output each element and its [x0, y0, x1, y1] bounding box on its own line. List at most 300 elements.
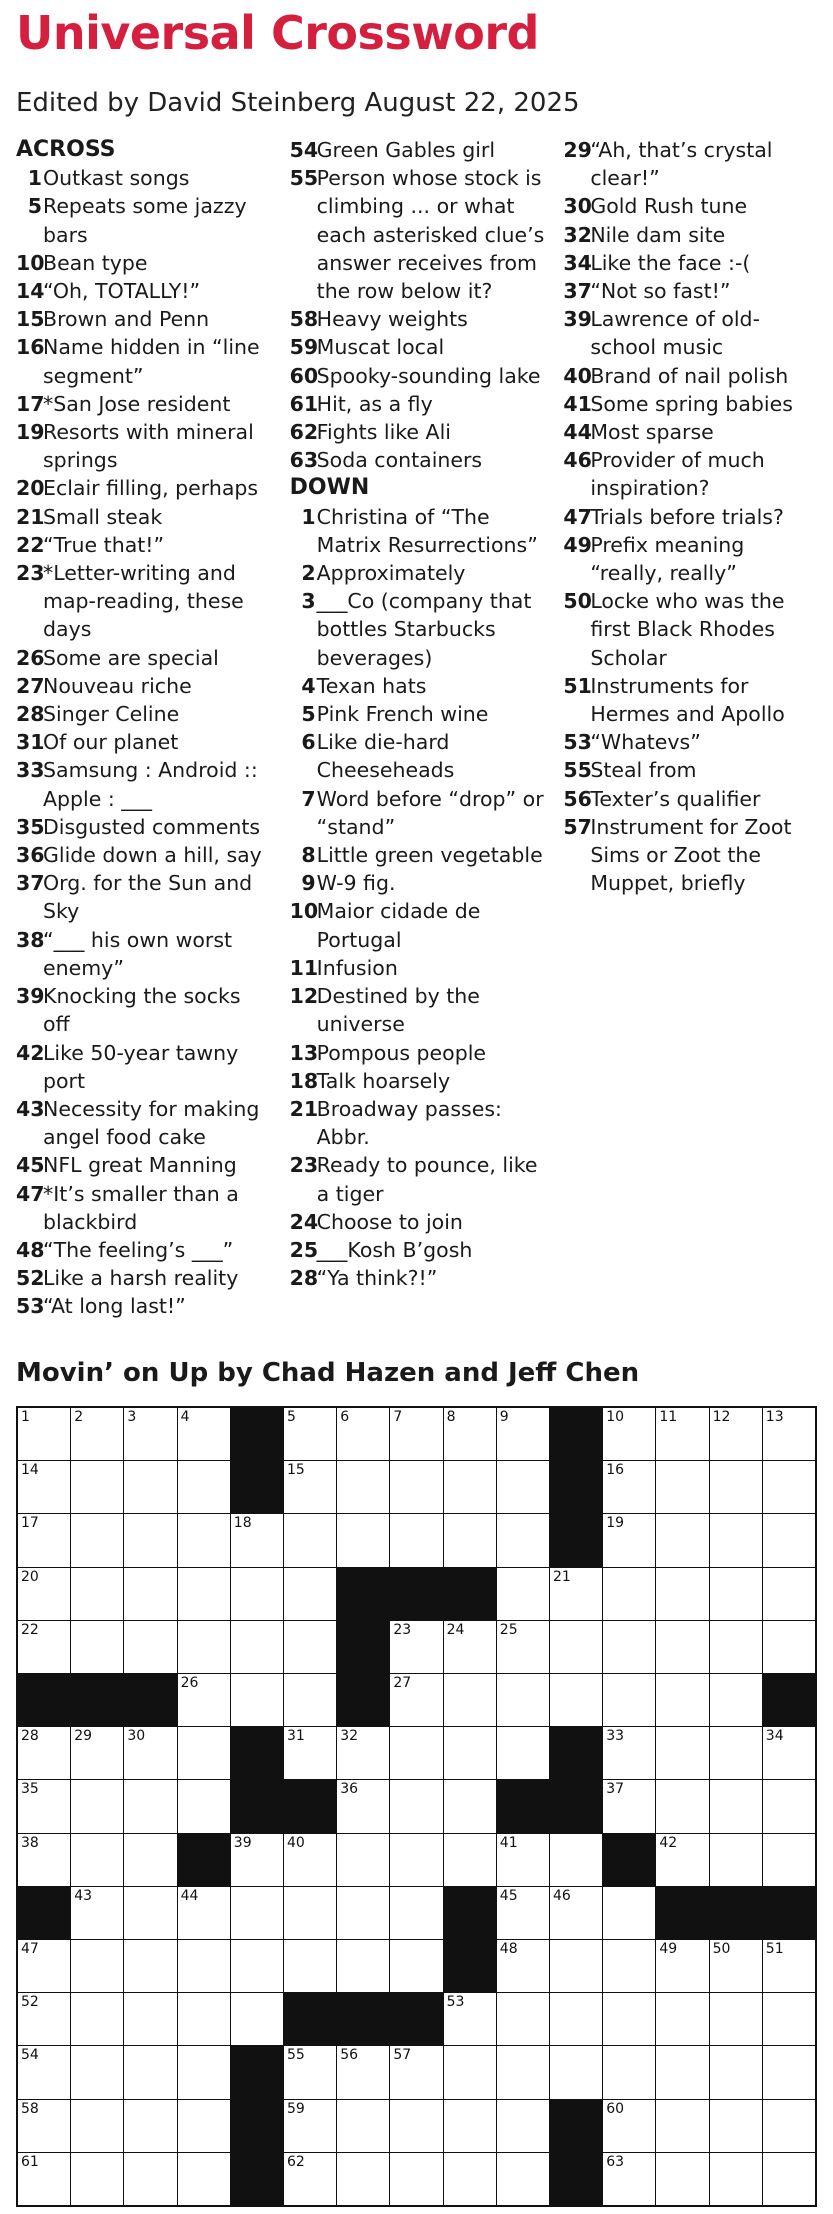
grid-cell[interactable] [390, 2046, 442, 2098]
grid-cell[interactable] [284, 1408, 336, 1460]
grid-cell[interactable] [231, 1887, 283, 1939]
grid-cell[interactable] [124, 1514, 176, 1566]
cell-number: 62 [287, 2153, 305, 2170]
grid-block [284, 1993, 336, 2045]
grid-cell[interactable] [497, 1674, 549, 1726]
cell-number: 4 [180, 1409, 190, 1425]
grid-cell[interactable] [337, 1514, 389, 1566]
grid-cell[interactable] [656, 1408, 708, 1460]
grid-block [231, 2153, 283, 2205]
grid-cell[interactable] [178, 1408, 230, 1460]
grid-cell[interactable] [178, 1780, 230, 1832]
clue-number: 10 [289, 899, 319, 924]
grid-cell[interactable] [124, 1727, 176, 1779]
across-clue [16, 1292, 274, 1320]
grid-cell[interactable] [390, 1514, 442, 1566]
clue-text: *San Jose resident [43, 391, 231, 416]
grid-cell[interactable] [710, 1940, 762, 1992]
down-clue [290, 841, 548, 869]
across-clue [16, 192, 274, 248]
across-clue [16, 559, 274, 644]
page-title: Universal Crossword [16, 6, 539, 60]
grid-cell[interactable] [710, 2153, 762, 2205]
clue-number: 37 [16, 871, 45, 896]
down-clue [290, 1208, 548, 1236]
grid-cell[interactable] [763, 1568, 815, 1620]
grid-cell[interactable] [284, 1834, 336, 1886]
clue-text: Instruments for Hermes and Apollo [590, 673, 785, 727]
grid-cell[interactable] [178, 1568, 230, 1620]
clue-number: 36 [16, 843, 45, 868]
grid-block [18, 1674, 70, 1726]
grid-cell[interactable] [656, 2046, 708, 2098]
grid-block [390, 1993, 442, 2045]
grid-cell[interactable] [497, 1408, 549, 1460]
clue-text: Green Gables girl [316, 138, 496, 162]
grid-cell[interactable] [337, 1834, 389, 1886]
grid-cell[interactable] [124, 1461, 176, 1513]
grid-cell[interactable] [656, 1568, 708, 1620]
grid-cell[interactable] [178, 1461, 230, 1513]
grid-cell[interactable] [763, 1940, 815, 1992]
grid-cell[interactable] [71, 1568, 123, 1620]
grid-cell[interactable] [337, 2046, 389, 2098]
grid-cell[interactable] [603, 1940, 655, 1992]
across-clue [16, 418, 274, 474]
clue-number: 50 [563, 589, 592, 614]
grid-cell[interactable] [444, 1461, 496, 1513]
clue-text: Prefix meaning “really, really” [590, 532, 745, 586]
across-clue [16, 700, 274, 728]
across-clue [16, 841, 274, 869]
grid-cell[interactable] [390, 2100, 442, 2152]
clue-number: 16 [16, 335, 45, 360]
grid-cell[interactable] [284, 1621, 336, 1673]
grid-cell[interactable] [124, 1408, 176, 1460]
clue-text: Of our planet [43, 730, 179, 755]
across-clue [16, 531, 274, 559]
grid-cell[interactable] [710, 1780, 762, 1832]
grid-cell[interactable] [550, 1834, 602, 1886]
cell-number: 6 [340, 1409, 350, 1425]
grid-cell[interactable] [710, 1514, 762, 1566]
grid-cell[interactable] [231, 1834, 283, 1886]
grid-cell[interactable] [603, 1514, 655, 1566]
down-clue [290, 1067, 548, 1095]
grid-cell[interactable] [497, 1514, 549, 1566]
grid-cell[interactable] [71, 2100, 123, 2152]
grid-cell[interactable] [284, 1461, 336, 1513]
grid-cell[interactable] [656, 1621, 708, 1673]
clue-number: 14 [16, 279, 45, 304]
grid-cell[interactable] [390, 1780, 442, 1832]
grid-cell[interactable] [656, 2153, 708, 2205]
grid-cell[interactable] [444, 1674, 496, 1726]
clue-text: “Oh, TOTALLY!” [43, 279, 201, 304]
grid-cell[interactable] [71, 1993, 123, 2045]
grid-cell[interactable] [710, 1674, 762, 1726]
grid-cell[interactable] [497, 1461, 549, 1513]
across-clue [16, 503, 274, 531]
clue-number: 18 [289, 1068, 319, 1093]
grid-cell[interactable] [337, 1727, 389, 1779]
grid-cell[interactable] [603, 2153, 655, 2205]
grid-cell[interactable] [497, 2046, 549, 2098]
grid-cell[interactable] [390, 1674, 442, 1726]
grid-cell[interactable] [550, 1674, 602, 1726]
grid-cell[interactable] [18, 2100, 70, 2152]
clue-text: Heavy weights [316, 307, 468, 332]
grid-cell[interactable] [603, 2100, 655, 2152]
clue-number: 28 [289, 1266, 319, 1291]
grid-cell[interactable] [231, 1674, 283, 1726]
grid-cell[interactable] [390, 1834, 442, 1886]
grid-cell[interactable] [603, 1887, 655, 1939]
clue-text: Lawrence of old-school music [590, 307, 760, 360]
clue-number: 25 [289, 1237, 319, 1262]
grid-cell[interactable] [124, 2100, 176, 2152]
clue-text: Necessity for making angel food cake [43, 1096, 260, 1150]
grid-cell[interactable] [231, 1514, 283, 1566]
grid-cell[interactable] [656, 1461, 708, 1513]
grid-cell[interactable] [337, 1887, 389, 1939]
grid-cell[interactable] [284, 1568, 336, 1620]
grid-cell[interactable] [444, 1727, 496, 1779]
grid-cell[interactable] [603, 1674, 655, 1726]
cell-number: 58 [21, 2100, 39, 2117]
clue-text: Pompous people [316, 1040, 487, 1065]
cell-number: 32 [340, 1728, 359, 1745]
grid-cell[interactable] [231, 1568, 283, 1620]
grid-cell[interactable] [497, 2100, 549, 2152]
clue-number: 30 [563, 194, 592, 219]
grid-cell[interactable] [390, 1887, 442, 1939]
clue-number: 62 [289, 420, 319, 445]
grid-cell[interactable] [284, 1887, 336, 1939]
grid-cell[interactable] [18, 1780, 70, 1832]
grid-cell[interactable] [124, 2153, 176, 2205]
crossword-grid [16, 1406, 817, 2207]
grid-cell[interactable] [124, 1993, 176, 2045]
grid-cell[interactable] [656, 1674, 708, 1726]
cell-number: 56 [340, 2047, 359, 2064]
grid-cell[interactable] [710, 2100, 762, 2152]
grid-cell[interactable] [337, 2153, 389, 2205]
clue-text: Org. for the Sun and Sky [43, 871, 253, 924]
grid-cell[interactable] [710, 1727, 762, 1779]
grid-block [18, 1887, 70, 1939]
grid-cell[interactable] [71, 1514, 123, 1566]
clue-text: Talk hoarsely [316, 1068, 451, 1093]
down-clue [563, 785, 821, 813]
across-clue [16, 1039, 274, 1095]
down-clue [290, 672, 548, 700]
grid-cell[interactable] [444, 1780, 496, 1832]
grid-block [231, 1461, 283, 1513]
grid-cell[interactable] [178, 1514, 230, 1566]
grid-cell[interactable] [710, 1621, 762, 1673]
grid-cell[interactable] [710, 1993, 762, 2045]
grid-cell[interactable] [763, 2100, 815, 2152]
grid-cell[interactable] [710, 1408, 762, 1460]
grid-cell[interactable] [763, 1621, 815, 1673]
clue-number: 58 [289, 307, 319, 332]
grid-cell[interactable] [390, 1461, 442, 1513]
cell-number: 29 [74, 1728, 93, 1745]
grid-cell[interactable] [603, 1727, 655, 1779]
grid-cell[interactable] [763, 1780, 815, 1832]
cell-number: 55 [287, 2047, 305, 2064]
grid-cell[interactable] [71, 1621, 123, 1673]
grid-cell[interactable] [656, 1780, 708, 1832]
grid-cell[interactable] [337, 1461, 389, 1513]
grid-cell[interactable] [390, 1621, 442, 1673]
grid-cell[interactable] [497, 1887, 549, 1939]
grid-cell[interactable] [124, 1780, 176, 1832]
grid-cell[interactable] [444, 2100, 496, 2152]
grid-cell[interactable] [763, 1993, 815, 2045]
grid-block [550, 1408, 602, 1460]
grid-cell[interactable] [178, 2153, 230, 2205]
grid-cell[interactable] [710, 1834, 762, 1886]
grid-cell[interactable] [497, 2153, 549, 2205]
grid-cell[interactable] [550, 1993, 602, 2045]
down-clue [290, 1236, 548, 1264]
grid-cell[interactable] [18, 1834, 70, 1886]
grid-cell[interactable] [763, 1514, 815, 1566]
down-clue [563, 277, 821, 305]
grid-cell[interactable] [18, 2153, 70, 2205]
grid-cell[interactable] [603, 2046, 655, 2098]
grid-cell[interactable] [763, 1461, 815, 1513]
grid-cell[interactable] [284, 1674, 336, 1726]
grid-cell[interactable] [390, 1408, 442, 1460]
grid-cell[interactable] [284, 1514, 336, 1566]
grid-cell[interactable] [444, 1514, 496, 1566]
grid-cell[interactable] [444, 1408, 496, 1460]
grid-cell[interactable] [18, 1514, 70, 1566]
grid-cell[interactable] [18, 1940, 70, 1992]
grid-cell[interactable] [178, 1621, 230, 1673]
grid-cell[interactable] [124, 1834, 176, 1886]
grid-cell[interactable] [71, 1940, 123, 1992]
grid-cell[interactable] [18, 2046, 70, 2098]
grid-cell[interactable] [337, 1940, 389, 1992]
grid-cell[interactable] [337, 1408, 389, 1460]
grid-cell[interactable] [337, 1780, 389, 1832]
grid-block [656, 1887, 708, 1939]
clue-number: 32 [563, 222, 592, 247]
grid-cell[interactable] [550, 1887, 602, 1939]
grid-cell[interactable] [124, 1568, 176, 1620]
cell-number: 1 [21, 1409, 30, 1425]
grid-cell[interactable] [124, 2046, 176, 2098]
cell-number: 13 [765, 1409, 784, 1425]
grid-cell[interactable] [284, 2046, 336, 2098]
cell-number: 63 [606, 2153, 625, 2170]
grid-cell[interactable] [444, 1621, 496, 1673]
grid-cell[interactable] [18, 1461, 70, 1513]
grid-cell[interactable] [763, 1834, 815, 1886]
grid-cell[interactable] [763, 1727, 815, 1779]
grid-cell[interactable] [71, 1727, 123, 1779]
clue-text: Choose to join [316, 1209, 463, 1234]
grid-cell[interactable] [18, 1408, 70, 1460]
grid-cell[interactable] [497, 1568, 549, 1620]
grid-cell[interactable] [497, 1727, 549, 1779]
grid-cell[interactable] [178, 1993, 230, 2045]
grid-cell[interactable] [178, 1940, 230, 1992]
down-clue [563, 249, 821, 277]
clue-number: 52 [16, 1266, 45, 1291]
grid-cell[interactable] [656, 1993, 708, 2045]
grid-cell[interactable] [124, 1940, 176, 1992]
grid-cell[interactable] [124, 1621, 176, 1673]
across-clue [16, 1236, 274, 1264]
grid-cell[interactable] [18, 1727, 70, 1779]
grid-cell[interactable] [71, 2046, 123, 2098]
clue-text: Like 50-year tawny port [43, 1040, 239, 1093]
clue-text: Christina of “The Matrix Resurrections” [316, 504, 538, 557]
cell-number: 40 [287, 1834, 305, 1851]
grid-cell[interactable] [18, 1993, 70, 2045]
down-clue [290, 587, 548, 672]
grid-cell[interactable] [284, 2100, 336, 2152]
grid-cell[interactable] [656, 1514, 708, 1566]
clue-text: Singer Celine [43, 702, 180, 727]
grid-cell[interactable] [178, 2100, 230, 2152]
grid-cell[interactable] [284, 2153, 336, 2205]
grid-cell[interactable] [656, 1834, 708, 1886]
grid-cell[interactable] [337, 2100, 389, 2152]
clue-text: Infusion [316, 955, 398, 980]
grid-cell[interactable] [390, 1940, 442, 1992]
grid-cell[interactable] [550, 1940, 602, 1992]
grid-cell[interactable] [763, 1408, 815, 1460]
grid-cell[interactable] [71, 1461, 123, 1513]
clue-text: ___Kosh B’gosh [316, 1237, 473, 1262]
cell-number: 35 [21, 1781, 39, 1798]
grid-cell[interactable] [763, 2046, 815, 2098]
grid-cell[interactable] [550, 1621, 602, 1673]
clue-number: 42 [16, 1040, 45, 1065]
grid-cell[interactable] [231, 1993, 283, 2045]
grid-cell[interactable] [178, 1887, 230, 1939]
clue-text: Like a harsh reality [43, 1266, 239, 1291]
grid-cell[interactable] [497, 1940, 549, 1992]
grid-cell[interactable] [390, 1727, 442, 1779]
down-clue [563, 756, 821, 784]
grid-cell[interactable] [71, 2153, 123, 2205]
clue-text: Approximately [316, 561, 466, 586]
grid-cell[interactable] [710, 1568, 762, 1620]
clue-number: 11 [289, 955, 319, 980]
grid-cell[interactable] [497, 1993, 549, 2045]
clue-number: 55 [289, 166, 319, 191]
grid-cell[interactable] [603, 1621, 655, 1673]
grid-cell[interactable] [763, 2153, 815, 2205]
down-clue [290, 503, 548, 559]
cell-number: 50 [712, 1941, 731, 1957]
grid-cell[interactable] [284, 1940, 336, 1992]
grid-cell[interactable] [710, 1461, 762, 1513]
grid-cell[interactable] [390, 2153, 442, 2205]
cell-number: 38 [21, 1834, 39, 1851]
grid-cell[interactable] [656, 1727, 708, 1779]
cell-number: 23 [393, 1621, 412, 1638]
clue-number: 8 [301, 843, 316, 868]
grid-cell[interactable] [603, 1408, 655, 1460]
clue-text: Some are special [43, 645, 219, 670]
cell-number: 49 [659, 1941, 678, 1957]
clue-number: 17 [16, 391, 45, 416]
grid-cell[interactable] [444, 2046, 496, 2098]
grid-cell[interactable] [178, 1727, 230, 1779]
grid-cell[interactable] [603, 1993, 655, 2045]
across-clue [16, 1264, 274, 1292]
clue-text: W-9 fig. [316, 871, 396, 896]
grid-cell[interactable] [18, 1621, 70, 1673]
down-clue [290, 559, 548, 587]
cell-number: 59 [287, 2100, 305, 2117]
grid-cell[interactable] [231, 1940, 283, 1992]
grid-cell[interactable] [550, 2046, 602, 2098]
grid-cell[interactable] [444, 1993, 496, 2045]
grid-cell[interactable] [71, 1887, 123, 1939]
grid-cell[interactable] [603, 1780, 655, 1832]
across-clue [16, 1095, 274, 1151]
down-clue [563, 728, 821, 756]
grid-cell[interactable] [710, 2046, 762, 2098]
grid-cell[interactable] [178, 1674, 230, 1726]
grid-cell[interactable] [656, 1940, 708, 1992]
grid-cell[interactable] [71, 1408, 123, 1460]
grid-cell[interactable] [284, 1727, 336, 1779]
grid-cell[interactable] [497, 1834, 549, 1886]
across-clue [16, 277, 274, 305]
clue-number: 27 [16, 673, 45, 698]
clue-text: Fights like Ali [316, 420, 451, 445]
grid-cell[interactable] [444, 2153, 496, 2205]
clue-text: Trials before trials? [590, 504, 784, 529]
grid-cell[interactable] [231, 1621, 283, 1673]
grid-cell[interactable] [603, 1568, 655, 1620]
grid-cell[interactable] [497, 1621, 549, 1673]
grid-cell[interactable] [550, 1568, 602, 1620]
grid-cell[interactable] [603, 1461, 655, 1513]
cell-number: 15 [287, 1462, 305, 1479]
grid-cell[interactable] [124, 1887, 176, 1939]
clue-text: Destined by the universe [316, 984, 480, 1037]
across-clue [290, 333, 548, 361]
cell-number: 44 [180, 1887, 199, 1904]
grid-cell[interactable] [178, 2046, 230, 2098]
grid-cell[interactable] [18, 1568, 70, 1620]
clue-text: Brand of nail polish [590, 363, 789, 388]
grid-cell[interactable] [656, 2100, 708, 2152]
clue-text: Most sparse [590, 420, 714, 445]
clue-text: Repeats some jazzy bars [43, 194, 247, 247]
cell-number: 16 [606, 1462, 625, 1479]
grid-cell[interactable] [71, 1780, 123, 1832]
grid-cell[interactable] [444, 1834, 496, 1886]
grid-cell[interactable] [71, 1834, 123, 1886]
cell-number: 12 [712, 1409, 731, 1425]
clue-number: 1 [27, 166, 42, 191]
cell-number: 19 [606, 1515, 625, 1532]
grid-block [497, 1780, 549, 1832]
clue-text: Eclair filling, perhaps [43, 476, 259, 501]
